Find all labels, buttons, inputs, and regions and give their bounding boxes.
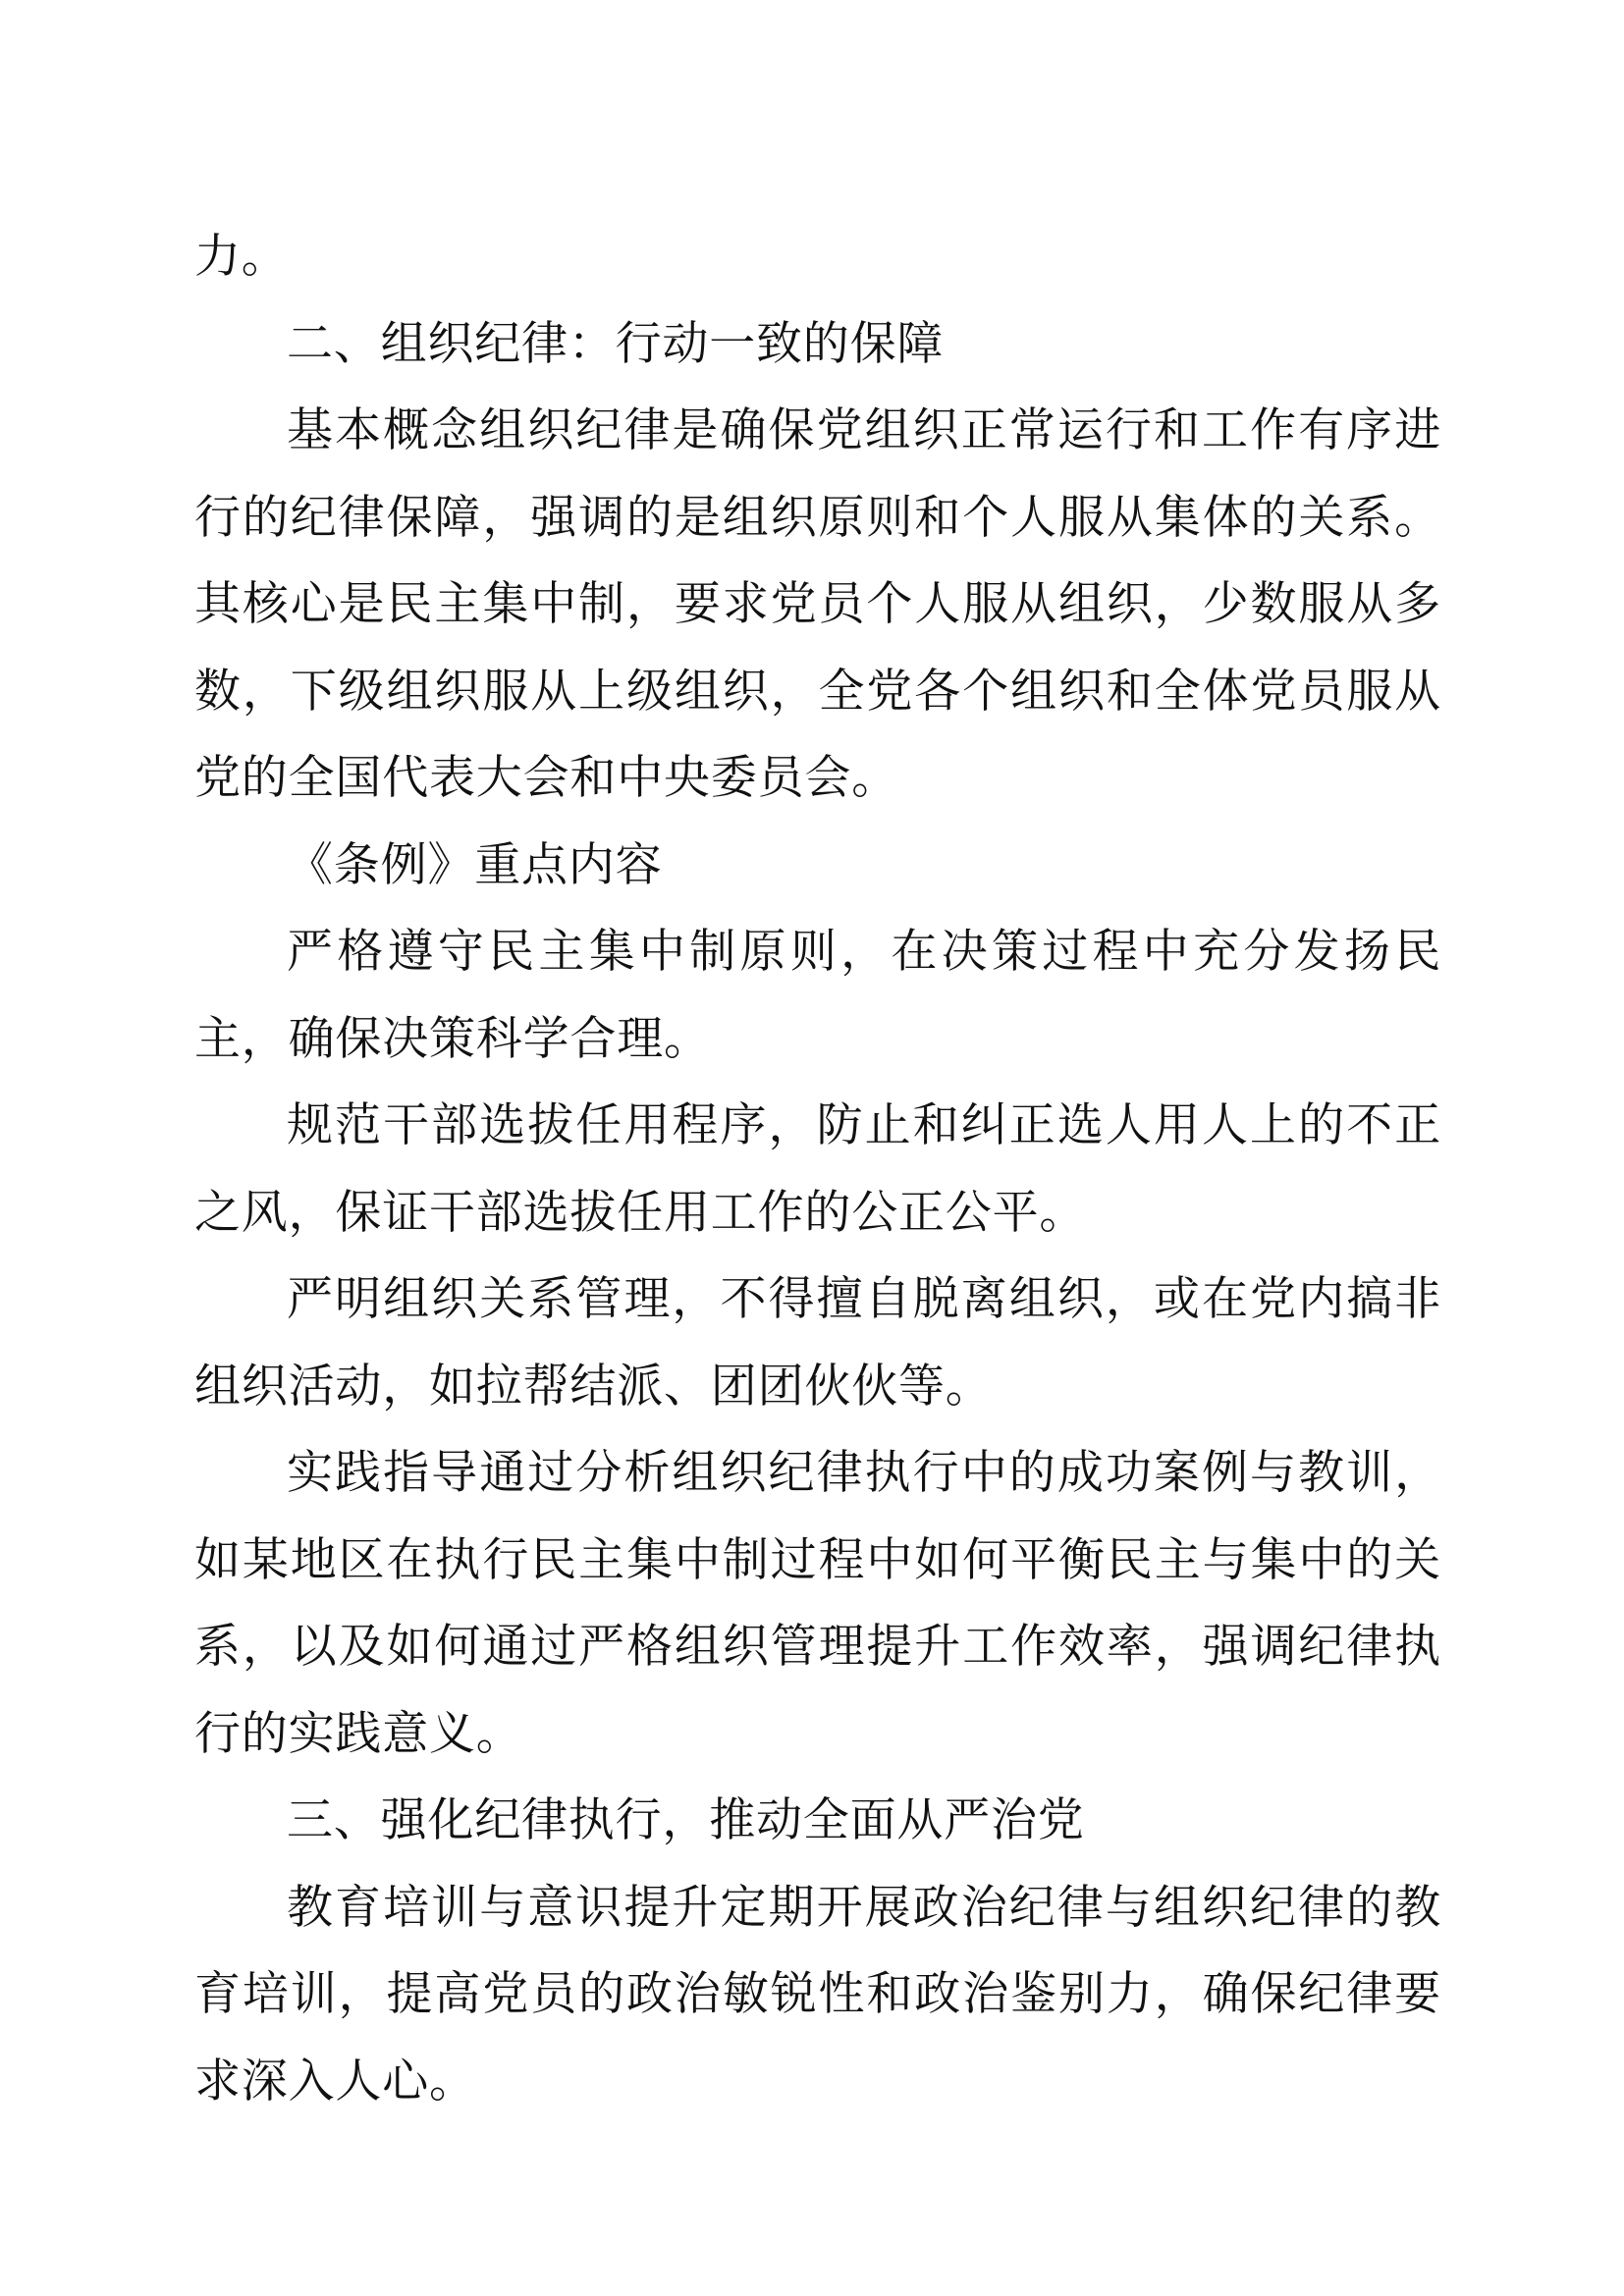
paragraph-continuation: 力。: [194, 230, 289, 284]
section-heading-strengthen-discipline: 三、强化纪律执行，推动全面从严治党: [287, 1793, 1085, 1847]
paragraph-democratic-centralism: 严格遵守民主集中制原则，在决策过程中充分发扬民主，确保决策科学合理。: [194, 925, 1441, 1066]
section-heading-organizational-discipline: 二、组织纪律：行动一致的保障: [287, 316, 945, 371]
document-body: [194, 214, 1441, 2125]
paragraph-practical-guidance: 实践指导通过分析组织纪律执行中的成功案例与教训，如某地区在执行民主集中制过程中如何平衡民主与集中的关系，以及如何通过严格组织管理提升工作效率，强调纪律执行的实践意义。: [194, 1446, 1441, 1761]
subheading-key-content: 《条例》重点内容: [287, 837, 663, 892]
paragraph-education-training: 教育培训与意识提升定期开展政治纪律与组织纪律的教育培训，提高党员的政治敏锐性和政治鉴别力，确保纪律要求深入人心。: [194, 1880, 1441, 2109]
paragraph-organizational-relations: 严明组织关系管理，不得擅自脱离组织，或在党内搞非组织活动，如拉帮结派、团团伙伙等。: [194, 1272, 1441, 1414]
paragraph-basic-concept: 基本概念组织纪律是确保党组织正常运行和工作有序进行的纪律保障，强调的是组织原则和个人服从集体的关系。其核心是民主集中制，要求党员个人服从组织，少数服从多数，下级组织服从上级组织，全党各个组织和全体党员服从党的全国代表大会和中央委员会。: [194, 403, 1441, 805]
paragraph-cadre-selection: 规范干部选拔任用程序，防止和纠正选人用人上的不正之风，保证干部选拔任用工作的公正公平。: [194, 1098, 1441, 1240]
